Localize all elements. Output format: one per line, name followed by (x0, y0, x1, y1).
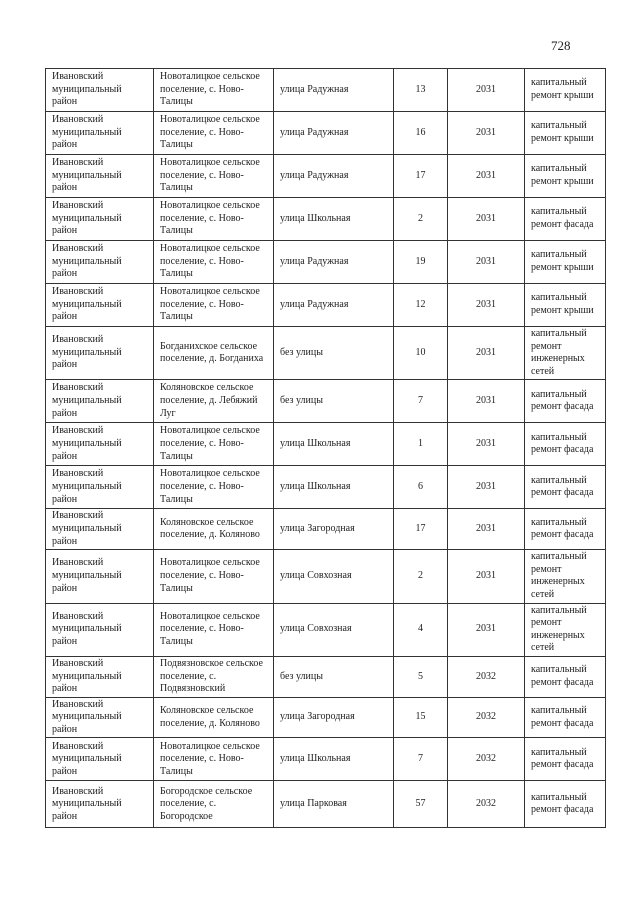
table-row (46, 155, 606, 198)
year-cell: 2032 (448, 697, 525, 738)
work-type-cell: капитальный ремонт инженерных сетей (525, 603, 606, 656)
work-type-cell: капитальный ремонт фасада (525, 656, 606, 697)
table-row (46, 656, 606, 697)
year-cell: 2031 (448, 241, 525, 284)
year-cell: 2031 (448, 155, 525, 198)
settlement-cell: Новоталицкое сельское поселение, с. Ново-Талицы (154, 284, 274, 327)
year-cell: 2031 (448, 423, 525, 466)
district-cell: Ивановский муниципальный район (46, 738, 154, 781)
settlement-cell: Новоталицкое сельское поселение, с. Ново-Талицы (154, 69, 274, 112)
work-type-cell: капитальный ремонт фасада (525, 380, 606, 423)
street-cell: улица Загородная (274, 509, 394, 550)
year-cell: 2032 (448, 656, 525, 697)
settlement-cell: Коляновское сельское поселение, д. Лебяжий Луг (154, 380, 274, 423)
settlement-cell: Новоталицкое сельское поселение, с. Ново-Талицы (154, 738, 274, 781)
house-number-cell: 17 (394, 509, 448, 550)
work-type-cell: капитальный ремонт фасада (525, 509, 606, 550)
street-cell: улица Парковая (274, 781, 394, 828)
street-cell: улица Школьная (274, 423, 394, 466)
table-row (46, 241, 606, 284)
table-row (46, 198, 606, 241)
settlement-cell: Новоталицкое сельское поселение, с. Ново-Талицы (154, 466, 274, 509)
table-row (46, 781, 606, 828)
work-type-cell: капитальный ремонт фасада (525, 738, 606, 781)
house-number-cell: 15 (394, 697, 448, 738)
street-cell: улица Совхозная (274, 550, 394, 603)
year-cell: 2031 (448, 284, 525, 327)
district-cell: Ивановский муниципальный район (46, 550, 154, 603)
page-number: 728 (551, 38, 571, 53)
district-cell: Ивановский муниципальный район (46, 284, 154, 327)
house-number-cell: 6 (394, 466, 448, 509)
table-row (46, 466, 606, 509)
table-row (46, 603, 606, 656)
work-type-cell: капитальный ремонт фасада (525, 781, 606, 828)
table-row (46, 509, 606, 550)
work-type-cell: капитальный ремонт крыши (525, 112, 606, 155)
settlement-cell: Новоталицкое сельское поселение, с. Ново-Талицы (154, 603, 274, 656)
district-cell: Ивановский муниципальный район (46, 327, 154, 380)
settlement-cell: Подвязновское сельское поселение, с. Подвязновский (154, 656, 274, 697)
street-cell: улица Школьная (274, 738, 394, 781)
year-cell: 2031 (448, 112, 525, 155)
house-number-cell: 2 (394, 550, 448, 603)
year-cell: 2031 (448, 509, 525, 550)
street-cell: улица Радужная (274, 69, 394, 112)
year-cell: 2032 (448, 781, 525, 828)
house-number-cell: 4 (394, 603, 448, 656)
year-cell: 2031 (448, 466, 525, 509)
district-cell: Ивановский муниципальный район (46, 509, 154, 550)
table-row (46, 284, 606, 327)
district-cell: Ивановский муниципальный район (46, 155, 154, 198)
table-row (46, 327, 606, 380)
street-cell: улица Загородная (274, 697, 394, 738)
work-type-cell: капитальный ремонт крыши (525, 284, 606, 327)
street-cell: улица Совхозная (274, 603, 394, 656)
settlement-cell: Богданихское сельское поселение, д. Богданиха (154, 327, 274, 380)
street-cell: улица Радужная (274, 112, 394, 155)
table-row (46, 738, 606, 781)
work-type-cell: капитальный ремонт фасада (525, 697, 606, 738)
house-number-cell: 1 (394, 423, 448, 466)
district-cell: Ивановский муниципальный район (46, 603, 154, 656)
house-number-cell: 10 (394, 327, 448, 380)
street-cell: без улицы (274, 656, 394, 697)
street-cell: без улицы (274, 327, 394, 380)
year-cell: 2031 (448, 198, 525, 241)
year-cell: 2031 (448, 380, 525, 423)
work-type-cell: капитальный ремонт фасада (525, 198, 606, 241)
settlement-cell: Новоталицкое сельское поселение, с. Ново-Талицы (154, 198, 274, 241)
street-cell: улица Радужная (274, 241, 394, 284)
table-row (46, 423, 606, 466)
district-cell: Ивановский муниципальный район (46, 69, 154, 112)
year-cell: 2031 (448, 69, 525, 112)
settlement-cell: Новоталицкое сельское поселение, с. Ново-Талицы (154, 112, 274, 155)
house-number-cell: 17 (394, 155, 448, 198)
year-cell: 2031 (448, 327, 525, 380)
street-cell: без улицы (274, 380, 394, 423)
district-cell: Ивановский муниципальный район (46, 380, 154, 423)
street-cell: улица Радужная (274, 284, 394, 327)
table-body (46, 69, 606, 828)
street-cell: улица Школьная (274, 466, 394, 509)
housing-repair-table (45, 68, 606, 828)
work-type-cell: капитальный ремонт инженерных сетей (525, 550, 606, 603)
house-number-cell: 5 (394, 656, 448, 697)
work-type-cell: капитальный ремонт крыши (525, 241, 606, 284)
settlement-cell: Новоталицкое сельское поселение, с. Ново-Талицы (154, 155, 274, 198)
settlement-cell: Новоталицкое сельское поселение, с. Ново-Талицы (154, 550, 274, 603)
year-cell: 2032 (448, 738, 525, 781)
house-number-cell: 7 (394, 738, 448, 781)
work-type-cell: капитальный ремонт крыши (525, 155, 606, 198)
house-number-cell: 7 (394, 380, 448, 423)
district-cell: Ивановский муниципальный район (46, 112, 154, 155)
house-number-cell: 16 (394, 112, 448, 155)
work-type-cell: капитальный ремонт крыши (525, 69, 606, 112)
table-row (46, 69, 606, 112)
district-cell: Ивановский муниципальный район (46, 697, 154, 738)
house-number-cell: 57 (394, 781, 448, 828)
district-cell: Ивановский муниципальный район (46, 423, 154, 466)
settlement-cell: Коляновское сельское поселение, д. Коляново (154, 509, 274, 550)
work-type-cell: капитальный ремонт фасада (525, 466, 606, 509)
house-number-cell: 12 (394, 284, 448, 327)
house-number-cell: 13 (394, 69, 448, 112)
work-type-cell: капитальный ремонт инженерных сетей (525, 327, 606, 380)
district-cell: Ивановский муниципальный район (46, 241, 154, 284)
house-number-cell: 2 (394, 198, 448, 241)
table-row (46, 697, 606, 738)
work-type-cell: капитальный ремонт фасада (525, 423, 606, 466)
district-cell: Ивановский муниципальный район (46, 656, 154, 697)
settlement-cell: Новоталицкое сельское поселение, с. Ново-Талицы (154, 423, 274, 466)
table-row (46, 380, 606, 423)
district-cell: Ивановский муниципальный район (46, 466, 154, 509)
settlement-cell: Коляновское сельское поселение, д. Коляново (154, 697, 274, 738)
year-cell: 2031 (448, 603, 525, 656)
year-cell: 2031 (448, 550, 525, 603)
settlement-cell: Новоталицкое сельское поселение, с. Ново-Талицы (154, 241, 274, 284)
street-cell: улица Школьная (274, 198, 394, 241)
settlement-cell: Богородское сельское поселение, с. Богородское (154, 781, 274, 828)
table-row (46, 112, 606, 155)
table-row (46, 550, 606, 603)
district-cell: Ивановский муниципальный район (46, 198, 154, 241)
house-number-cell: 19 (394, 241, 448, 284)
street-cell: улица Радужная (274, 155, 394, 198)
district-cell: Ивановский муниципальный район (46, 781, 154, 828)
